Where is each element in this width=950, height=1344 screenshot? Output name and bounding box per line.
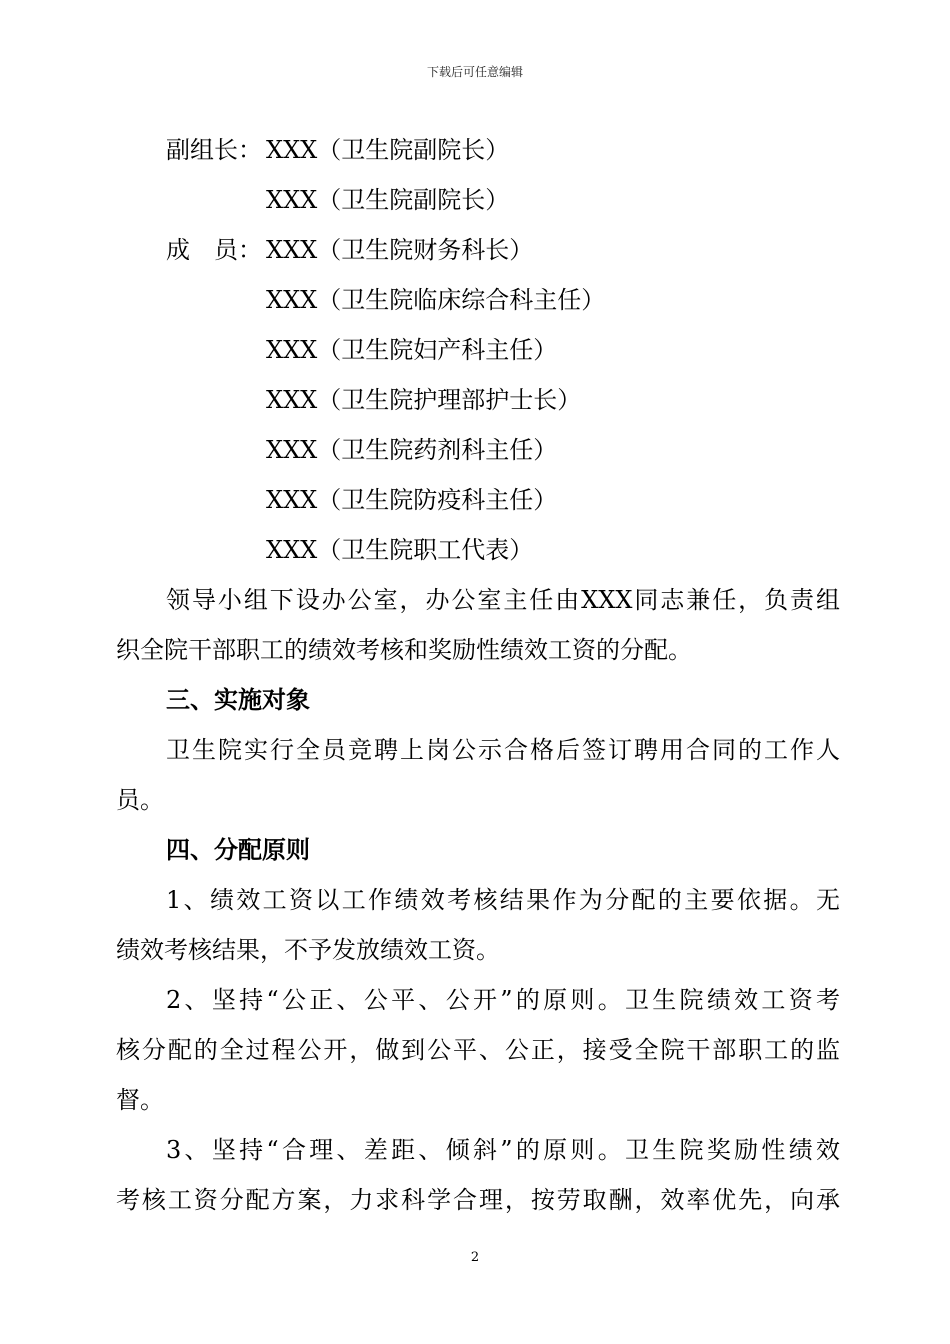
section-4-item-1-line-1: 1、绩效工资以工作绩效考核结果作为分配的主要依据。无 (166, 886, 840, 914)
member-name-4: XXX（卫生院护理部护士长） (266, 386, 582, 414)
page-header: 下载后可任意编辑 (426, 65, 523, 79)
section-4-item-2-line-2: 核分配的全过程公开，做到公平、公正，接受全院干部职工的监 (116, 1036, 840, 1064)
deputy-name-1: XXX（卫生院副院长） (266, 136, 510, 164)
member-name-5: XXX（卫生院药剂科主任） (266, 436, 558, 464)
section-4-item-3-line-1: 3、坚持“合理、差距、倾斜”的原则。卫生院奖励性绩效 (166, 1136, 840, 1164)
member-name-3: XXX（卫生院妇产科主任） (266, 336, 558, 364)
section-4-item-2-line-1: 2、坚持“公正、公平、公开”的原则。卫生院绩效工资考 (166, 986, 840, 1014)
deputy-row-1 (166, 134, 509, 166)
member-name-7: XXX（卫生院职工代表） (266, 536, 534, 564)
office-paragraph-line-1: 领导小组下设办公室，办公室主任由XXX同志兼任，负责组 (166, 586, 840, 614)
office-paragraph-line-2: 织全院干部职工的绩效考核和奖励性绩效工资的分配。 (116, 636, 692, 664)
member-row-1 (166, 234, 533, 266)
section-3-line-1: 卫生院实行全员竞聘上岗公示合格后签订聘用合同的工作人 (166, 736, 840, 764)
section-3-line-2: 员。 (116, 786, 164, 814)
deputy-label: 副组长： (166, 136, 262, 164)
page-number: 2 (470, 1250, 480, 1265)
deputy-name-2: XXX（卫生院副院长） (266, 186, 510, 214)
section-4-item-2-line-3: 督。 (116, 1086, 164, 1114)
section-4-title: 四、分配原则 (166, 836, 310, 864)
section-3-title: 三、实施对象 (166, 686, 310, 714)
member-label: 成 员： (166, 236, 262, 264)
member-name-2: XXX（卫生院临床综合科主任） (266, 286, 606, 314)
section-4-item-3-line-2: 考核工资分配方案，力求科学合理，按劳取酬，效率优先，向承 (116, 1186, 840, 1214)
section-4-item-1-line-2: 绩效考核结果，不予发放绩效工资。 (116, 936, 500, 964)
member-name-6: XXX（卫生院防疫科主任） (266, 486, 558, 514)
member-name-1: XXX（卫生院财务科长） (266, 236, 534, 264)
